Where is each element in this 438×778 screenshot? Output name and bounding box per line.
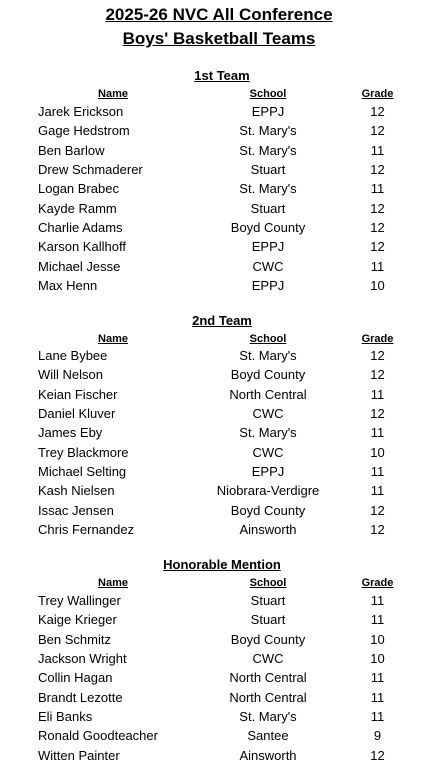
- section-title-2nd-team: 2nd Team: [192, 313, 252, 328]
- school-name: St. Mary's: [239, 181, 297, 197]
- player-name: James Eby: [38, 425, 103, 441]
- player-name: Brandt Lezotte: [38, 689, 123, 705]
- player-name: Michael Selting: [38, 464, 127, 480]
- grade-value: 11: [370, 142, 385, 158]
- grade-value: 12: [370, 502, 385, 518]
- table-row: [0, 443, 438, 462]
- col-header-name: Name: [98, 333, 128, 345]
- player-name: Will Nelson: [38, 367, 104, 383]
- table-row: [0, 481, 438, 500]
- player-name: Eli Banks: [38, 709, 93, 725]
- grade-value: 10: [370, 651, 385, 667]
- table-row: [0, 688, 438, 707]
- player-name: Trey Wallinger: [38, 593, 121, 608]
- player-name: Ronald Goodteacher: [38, 728, 158, 744]
- grade-value: 12: [370, 406, 385, 422]
- school-name: North Central: [229, 670, 307, 686]
- school-name: CWC: [252, 406, 284, 422]
- col-header-school: School: [249, 88, 287, 100]
- grade-value: 10: [370, 444, 385, 460]
- school-name: St. Mary's: [239, 348, 297, 363]
- col-header-name: Name: [98, 88, 128, 100]
- player-name: Jarek Erickson: [38, 104, 124, 119]
- table-row: [0, 346, 438, 365]
- school-name: St. Mary's: [239, 425, 297, 441]
- grade-value: 12: [370, 123, 385, 139]
- col-header-grade: Grade: [361, 333, 394, 345]
- col-header-school: School: [249, 577, 287, 589]
- table-row: [0, 423, 438, 442]
- table-row: [0, 365, 438, 384]
- school-name: Ainsworth: [239, 522, 297, 538]
- player-name: Collin Hagan: [38, 670, 113, 686]
- school-name: Boyd County: [230, 220, 306, 236]
- section-title-honorable-mention: Honorable Mention: [163, 557, 281, 572]
- table-row: [0, 276, 438, 295]
- table-row: [0, 520, 438, 539]
- table-row: [0, 218, 438, 237]
- school-name: North Central: [229, 689, 307, 705]
- player-name: Ben Barlow: [38, 142, 105, 158]
- grade-value: 11: [370, 258, 385, 274]
- school-name: EPPJ: [251, 278, 285, 294]
- table-row: [0, 668, 438, 687]
- grade-value: 12: [370, 200, 385, 216]
- grade-value: 11: [370, 181, 385, 197]
- grade-value: 11: [370, 386, 385, 402]
- table-row: [0, 726, 438, 745]
- school-name: Stuart: [250, 162, 286, 178]
- grade-value: 11: [370, 612, 385, 628]
- school-name: Boyd County: [230, 502, 306, 518]
- player-name: Witten Painter: [38, 747, 120, 763]
- table-row: [0, 649, 438, 668]
- table-row: [0, 199, 438, 218]
- school-name: St. Mary's: [239, 123, 297, 139]
- player-name: Issac Jensen: [38, 502, 114, 518]
- school-name: Ainsworth: [239, 747, 297, 763]
- table-row: [0, 257, 438, 276]
- table-row: [0, 102, 438, 121]
- table-row: [0, 121, 438, 140]
- player-name: Karson Kallhoff: [38, 239, 126, 255]
- player-name: Kash Nielsen: [38, 483, 115, 499]
- player-name: Jackson Wright: [38, 651, 127, 667]
- grade-value: 11: [370, 593, 385, 608]
- school-name: Stuart: [250, 612, 286, 628]
- player-name: Daniel Kluver: [38, 406, 116, 422]
- grade-value: 11: [370, 425, 385, 441]
- school-name: CWC: [252, 444, 284, 460]
- grade-value: 12: [370, 522, 385, 538]
- grade-value: 12: [370, 747, 385, 763]
- player-name: Ben Schmitz: [38, 631, 111, 647]
- table-row: [0, 385, 438, 404]
- school-name: Stuart: [250, 200, 286, 216]
- col-header-school: School: [249, 333, 287, 345]
- grade-value: 12: [370, 367, 385, 383]
- school-name: EPPJ: [251, 464, 285, 480]
- grade-value: 12: [370, 239, 385, 255]
- table-row: [0, 179, 438, 198]
- school-name: Boyd County: [230, 631, 306, 647]
- player-name: Michael Jesse: [38, 258, 121, 274]
- player-name: Max Henn: [38, 278, 98, 294]
- grade-value: 12: [370, 220, 385, 236]
- player-name: Chris Fernandez: [38, 522, 135, 538]
- school-name: St. Mary's: [239, 709, 297, 725]
- player-name: Lane Bybee: [38, 348, 108, 363]
- table-row: [0, 237, 438, 256]
- school-name: Santee: [247, 728, 289, 744]
- grade-value: 11: [370, 670, 385, 686]
- table-row: [0, 160, 438, 179]
- grade-value: 10: [370, 631, 385, 647]
- school-name: Boyd County: [230, 367, 306, 383]
- school-name: North Central: [229, 386, 307, 402]
- page-title-line-1: 2025-26 NVC All Conference: [105, 5, 333, 24]
- school-name: CWC: [252, 651, 284, 667]
- school-name: EPPJ: [251, 239, 285, 255]
- player-name: Drew Schmaderer: [38, 162, 143, 178]
- grade-value: 11: [370, 464, 385, 480]
- table-row: [0, 630, 438, 649]
- grade-value: 9: [373, 728, 382, 744]
- player-name: Charlie Adams: [38, 220, 123, 236]
- player-name: Gage Hedstrom: [38, 123, 130, 139]
- player-name: Kayde Ramm: [38, 200, 117, 216]
- grade-value: 12: [370, 104, 385, 119]
- col-header-grade: Grade: [361, 577, 394, 589]
- table-row: [0, 610, 438, 629]
- table-row: [0, 404, 438, 423]
- player-name: Keian Fischer: [38, 386, 118, 402]
- grade-value: 12: [370, 162, 385, 178]
- school-name: CWC: [252, 258, 284, 274]
- col-header-grade: Grade: [361, 88, 394, 100]
- table-row: [0, 141, 438, 160]
- school-name: St. Mary's: [239, 142, 297, 158]
- player-name: Trey Blackmore: [38, 444, 129, 460]
- grade-value: 12: [370, 348, 385, 363]
- player-name: Logan Brabec: [38, 181, 119, 197]
- table-row: [0, 501, 438, 520]
- grade-value: 11: [370, 709, 385, 725]
- grade-value: 11: [370, 483, 385, 499]
- table-row: [0, 746, 438, 765]
- school-name: Niobrara-Verdigre: [216, 483, 320, 499]
- school-name: Stuart: [250, 593, 286, 608]
- col-header-name: Name: [98, 577, 128, 589]
- page-title-line-2: Boys' Basketball Teams: [122, 29, 316, 48]
- table-row: [0, 462, 438, 481]
- table-row: [0, 591, 438, 610]
- section-title-1st-team: 1st Team: [194, 68, 250, 83]
- table-row: [0, 707, 438, 726]
- grade-value: 10: [370, 278, 385, 294]
- grade-value: 11: [370, 689, 385, 705]
- school-name: EPPJ: [251, 104, 285, 119]
- player-name: Kaige Krieger: [38, 612, 117, 628]
